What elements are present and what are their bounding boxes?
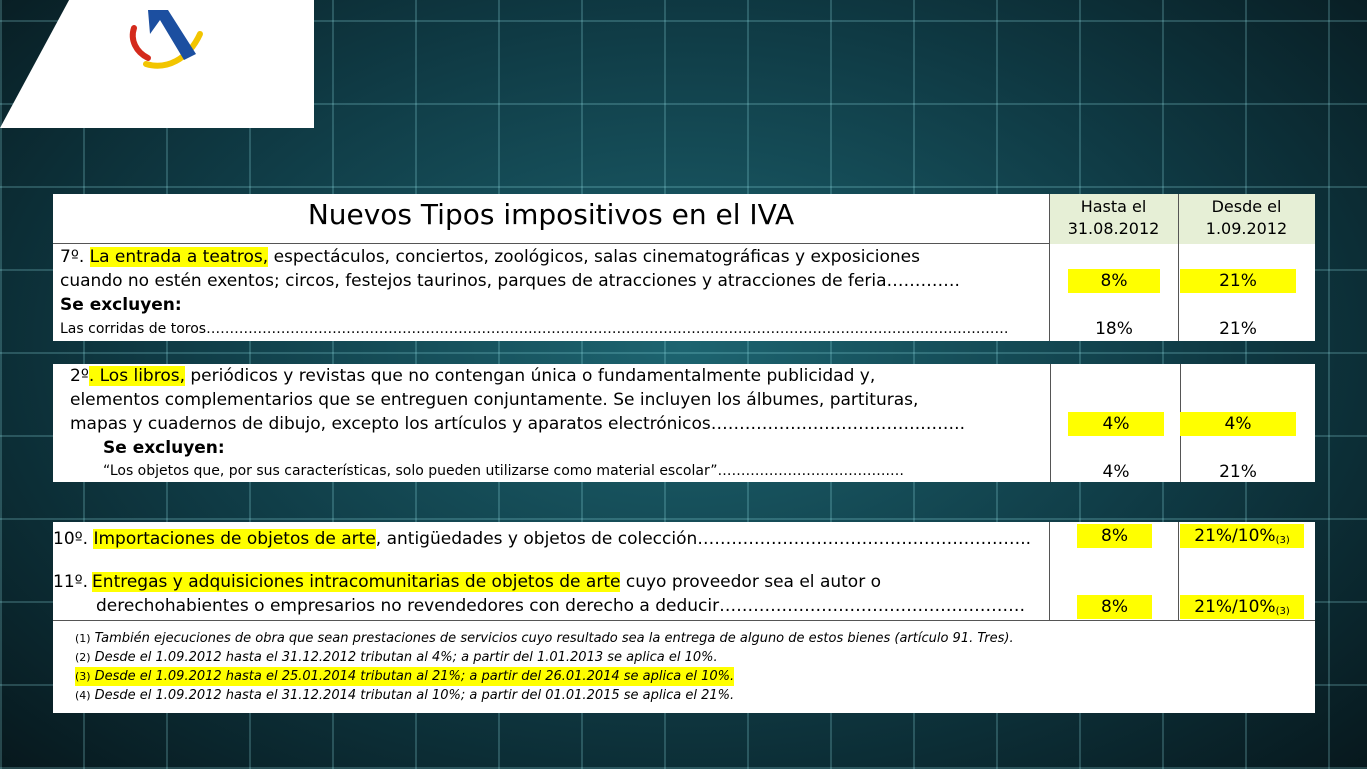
table-arte <box>53 522 1315 713</box>
arte-11-line-2: derechohabientes o empresarios no revendedores con derecho a deducir……………………………………………… <box>96 596 1026 616</box>
libros-excl-before: 4% <box>1102 462 1130 482</box>
logo-text: Agencia Tributaria <box>1098 724 1347 760</box>
arte-10-rate-before: 8% <box>1077 524 1152 548</box>
libros-highlight: . Los libros, <box>88 366 185 386</box>
arte-10-rate-after: $21\%/10\%_{(3)}$ <box>1180 524 1304 548</box>
arte-11-rate-after: $21\%/10\%_{(3)}$ <box>1180 595 1304 619</box>
col-header-hasta: Hasta el 31.08.2012 <box>1067 197 1160 238</box>
teatros-excluded-text: Las corridas de toros…………………………………………………………….………………………………………………………………………………………… <box>60 321 1009 337</box>
footnote-2: (2) Desde el 1.09.2012 hasta el 31.12.2012 tributan al 4%; a partir del 1.01.2013 se aplica el 10%. <box>75 650 718 665</box>
agencia-tributaria-emblem-icon <box>126 6 206 72</box>
teatros-rate-after: 21% <box>1180 269 1296 293</box>
teatros-highlight: La entrada a teatros, <box>89 247 269 267</box>
libros-excluded-text: “Los objetos que, por sus características, solo pueden utilizarse como material escolar”……………………………….… <box>103 463 905 479</box>
arte-11-rate-before: 8% <box>1077 595 1152 619</box>
footnote-4: (4) Desde el 1.09.2012 hasta el 31.12.2014 tributan al 10%; a partir del 01.01.2015 se aplica el 21%. <box>75 688 735 703</box>
arte-10-line: 10º. Importaciones de objetos de arte, antigüedades y objetos de colección………………………………………………….. <box>53 529 1032 549</box>
teatros-line-2: cuando no estén exentos; circos, festejos taurinos, parques de atracciones y atracciones de feria…………. <box>60 271 960 291</box>
table-teatros <box>53 194 1315 341</box>
arte-11-line-1: 11º. Entregas y adquisiciones intracomunitarias de objetos de arte cuyo proveedor sea el autor o <box>53 572 881 592</box>
arte-11-highlight: Entregas y adquisiciones intracomunitarias de objetos de arte <box>92 572 621 592</box>
libros-line-3: mapas y cuadernos de dibujo, excepto los artículos y aparatos electrónicos……………………………….…….. <box>70 414 965 434</box>
libros-excl-after: 21% <box>1219 462 1257 482</box>
teatros-excl-after: 21% <box>1219 319 1257 339</box>
teatros-line-1: 7º. La entrada a teatros, espectáculos, conciertos, zoológicos, salas cinematográficas y exposiciones <box>60 247 920 267</box>
libros-line-2: elementos complementarios que se entreguen conjuntamente. Se incluyen los álbumes, partituras, <box>70 390 919 410</box>
libros-excluded-label: Se excluyen: <box>103 438 225 458</box>
table-libros <box>53 364 1315 482</box>
teatros-excluded-label: Se excluyen: <box>60 295 182 315</box>
libros-rate-before: 4% <box>1068 412 1164 436</box>
teatros-rate-before: 8% <box>1068 269 1160 293</box>
col-header-desde: Desde el 1.09.2012 <box>1205 197 1288 238</box>
arte-10-highlight: Importaciones de objetos de arte <box>93 529 376 549</box>
page-title: Nuevos Tipos impositivos en el IVA <box>307 198 795 231</box>
libros-rate-after: 4% <box>1180 412 1296 436</box>
footnote-3: (3) Desde el 1.09.2012 hasta el 25.01.2014 tributan al 21%; a partir del 26.01.2014 se aplica el 10%. <box>75 669 735 684</box>
libros-line-1: 2º. Los libros, periódicos y revistas que no contengan única o fundamentalmente publicidad y, <box>70 366 876 386</box>
footnote-1: (1) También ejecuciones de obra que sean prestaciones de servicios cuyo resultado sea la entrega de alguno de estos bienes (artículo 91. Tres). <box>75 631 1014 646</box>
teatros-excl-before: 18% <box>1095 319 1133 339</box>
